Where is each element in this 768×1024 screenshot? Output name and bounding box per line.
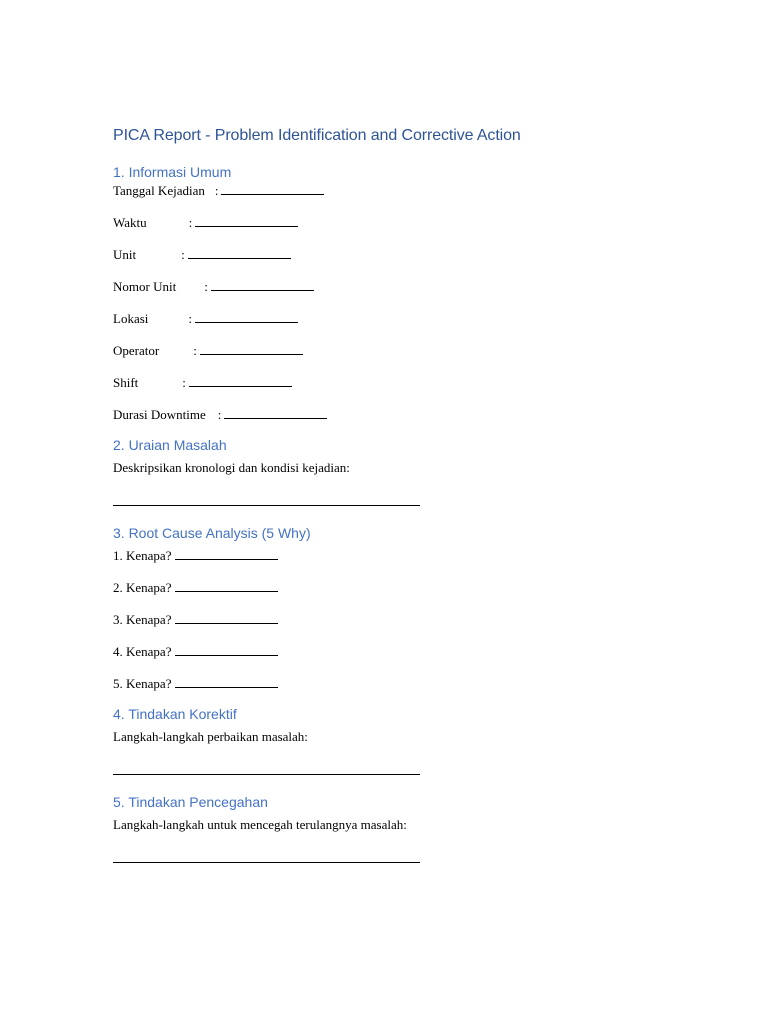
incident-date-blank[interactable] xyxy=(221,182,324,195)
section-problem-description xyxy=(113,436,768,510)
unit-number-blank[interactable] xyxy=(211,278,314,291)
why-label: 1. Kenapa? xyxy=(113,548,172,563)
why-label: 4. Kenapa? xyxy=(113,644,172,659)
why-label: 5. Kenapa? xyxy=(113,676,172,691)
why-3-blank[interactable] xyxy=(175,611,278,624)
section-heading-root-cause: 3. Root Cause Analysis (5 Why) xyxy=(113,525,311,541)
problem-description-blank[interactable] xyxy=(113,493,420,506)
section-preventive-action xyxy=(113,793,768,867)
field-label: Shift xyxy=(113,375,139,390)
section-heading-general-info: 1. Informasi Umum xyxy=(113,164,232,180)
field-colon: : xyxy=(182,375,186,390)
preventive-action-line-wrap xyxy=(113,850,768,867)
field-colon: : xyxy=(188,311,193,326)
why-row-2 xyxy=(113,579,768,596)
why-row-4 xyxy=(113,643,768,660)
field-row-time xyxy=(113,214,768,231)
field-colon: : xyxy=(217,407,222,422)
location-blank[interactable] xyxy=(195,310,298,323)
why-label: 3. Kenapa? xyxy=(113,612,172,627)
section-corrective-action xyxy=(113,705,768,779)
section-heading-preventive-action: 5. Tindakan Pencegahan xyxy=(113,794,268,810)
section-heading-problem-description: 2. Uraian Masalah xyxy=(113,437,227,453)
shift-blank[interactable] xyxy=(189,374,292,387)
why-5-blank[interactable] xyxy=(175,675,278,688)
operator-blank[interactable] xyxy=(200,342,303,355)
field-label: Lokasi xyxy=(113,311,149,326)
field-label: Operator xyxy=(113,343,160,358)
section-root-cause xyxy=(113,524,768,692)
field-row-unit xyxy=(113,246,768,263)
field-label: Unit xyxy=(113,247,137,262)
section-general-info xyxy=(113,163,768,423)
field-row-operator xyxy=(113,342,768,359)
field-row-downtime xyxy=(113,406,768,423)
time-blank[interactable] xyxy=(195,214,298,227)
field-label: Waktu xyxy=(113,215,147,230)
why-row-5 xyxy=(113,675,768,692)
field-row-shift xyxy=(113,374,768,391)
field-colon: : xyxy=(204,279,208,294)
unit-blank[interactable] xyxy=(188,246,291,259)
problem-description-prompt: Deskripsikan kronologi dan kondisi kejadian: xyxy=(113,460,350,475)
section-heading-corrective-action: 4. Tindakan Korektif xyxy=(113,706,237,722)
corrective-action-prompt: Langkah-langkah perbaikan masalah: xyxy=(113,729,308,744)
problem-description-line-wrap xyxy=(113,493,768,510)
downtime-blank[interactable] xyxy=(224,406,327,419)
corrective-action-line-wrap xyxy=(113,762,768,779)
why-row-1 xyxy=(113,547,768,564)
field-label: Tanggal Kejadian xyxy=(113,183,205,198)
why-1-blank[interactable] xyxy=(175,547,278,560)
field-colon: : xyxy=(181,247,185,262)
why-4-blank[interactable] xyxy=(175,643,278,656)
field-row-unit-number xyxy=(113,278,768,295)
field-colon: : xyxy=(188,215,193,230)
why-row-3 xyxy=(113,611,768,628)
field-label: Nomor Unit xyxy=(113,279,177,294)
corrective-action-blank[interactable] xyxy=(113,762,420,775)
field-row-location xyxy=(113,310,768,327)
preventive-action-prompt: Langkah-langkah untuk mencegah terulangnya masalah: xyxy=(113,817,407,832)
document-title: PICA Report - Problem Identification and Corrective Action xyxy=(113,127,521,144)
field-colon: : xyxy=(193,343,197,358)
why-label: 2. Kenapa? xyxy=(113,580,172,595)
field-label: Durasi Downtime xyxy=(113,407,206,422)
field-colon: : xyxy=(214,183,219,198)
preventive-action-blank[interactable] xyxy=(113,850,420,863)
field-row-incident-date xyxy=(113,182,768,199)
why-2-blank[interactable] xyxy=(175,579,278,592)
